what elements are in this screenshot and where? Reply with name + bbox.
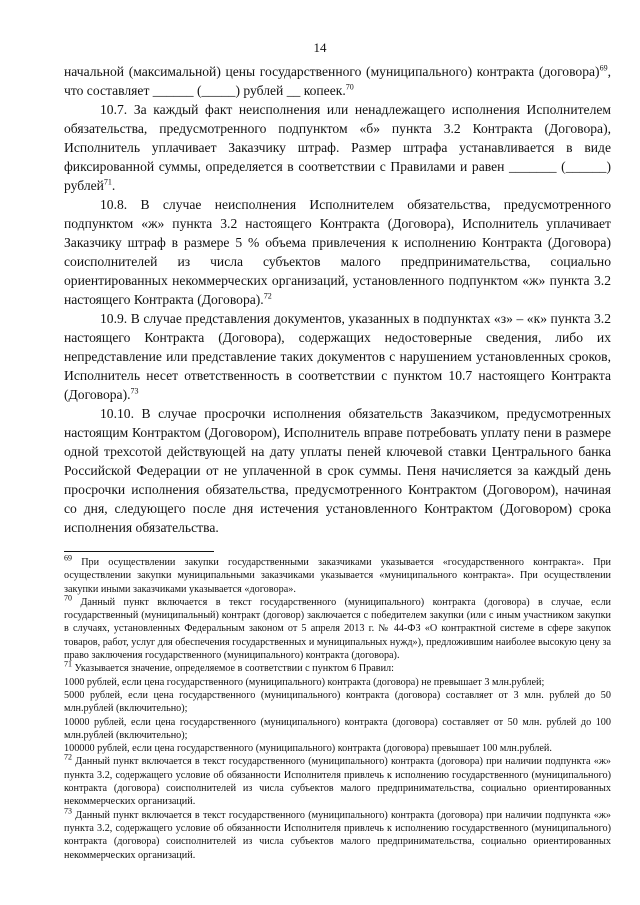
text-run: 5000 рублей, если цена государственного (муниципального) контракта (договора) составляет от 3 млн. рублей до 50 млн.рублей (включительно); bbox=[64, 689, 611, 715]
text-run: Данный пункт включается в текст государственного (муниципального) контракта (договора) при наличии подпункта «ж» пункта 3.2, содержащего условие об обязанности Исполнителя привлечь к исполнению государственного (муниципального) контракта (договора) соисполнителей из числа субъектов малого предпринимательства, социально ориентированных некоммерческих организаций. bbox=[64, 756, 611, 808]
text-run: 100000 рублей, если цена государственного (муниципального) контракта (договора) превышает 100 млн.рублей. bbox=[64, 743, 552, 755]
footnotes-section bbox=[64, 553, 611, 862]
footnote-reference: 69 bbox=[64, 553, 72, 563]
footnote-reference: 73 bbox=[64, 806, 72, 816]
footnote bbox=[64, 716, 611, 743]
paragraph bbox=[64, 309, 611, 404]
text-run: 10.8. В случае неисполнения Исполнителем обязательства, предусмотренного подпунктом «ж» пункта 3.2 настоящего Контракта (Договора), Исполнитель уплачивает Заказчику штраф в размере 5 % объема привлечения к исполнению Контракта (Договора) соисполнителей из числа субъектов малого предпринимательства, социально ориентированных некоммерческих организаций, установленного подпунктом «ж» пункта 3.2 настоящего Контракта (Договора). bbox=[64, 197, 611, 307]
text-run: Указывается значение, определяемое в соответствии с пунктом 6 Правил: bbox=[72, 663, 394, 675]
page-number: 14 bbox=[313, 40, 327, 55]
text-run: . bbox=[111, 178, 116, 193]
footnote-reference: 73 bbox=[130, 386, 139, 396]
footnote bbox=[64, 593, 611, 662]
footnote-reference: 72 bbox=[64, 753, 72, 763]
footnote bbox=[64, 755, 611, 808]
body-text bbox=[64, 62, 611, 537]
footnote bbox=[64, 553, 611, 596]
footnote-separator bbox=[64, 551, 214, 552]
footnote-reference: 70 bbox=[345, 82, 354, 92]
footnote-reference: 70 bbox=[64, 593, 72, 603]
text-run: 10.10. В случае просрочки исполнения обязательств Заказчиком, предусмотренных настоящим Контрактом (Договором), Исполнитель вправе потребовать уплату пени в размере одной трехсотой действующей на дату уплаты пеней ключевой ставки Центрального банка Российской Федерации от не уплаченной в срок суммы. Пеня начисляется за каждый день просрочки исполнения обязательства, предусмотренного Контрактом (Договором), начиная со дня, следующего после дня истечения установленного Контрактом (Договором) срока исполнения обязательства. bbox=[64, 406, 611, 535]
text-run: Данный пункт включается в текст государственного (муниципального) контракта (договора) в случае, если государственный (муниципальный) контракт (договор) заключается с победителем закупки (или с иным участником закупки в случаях, установленных Федеральным законом от 5 апреля 2013 г. № 44-ФЗ «О контрактной системе в сфере закупок товаров, работ, услуг для обеспечения государственных и муниципальных нужд»), предложившим наиболее высокую цену за право заключения государственного (муниципального) контракта (договора). bbox=[64, 596, 611, 662]
text-run: Данный пункт включается в текст государственного (муниципального) контракта (договора) при наличии подпункта «ж» пункта 3.2, содержащего условие об обязанности Исполнителя привлечь к исполнению государственного (муниципального) контракта (договора) соисполнителей из числа субъектов малого предпринимательства, социально ориентированных некоммерческих организаций. bbox=[64, 809, 611, 861]
footnote-reference: 71 bbox=[64, 659, 72, 669]
text-run: 10000 рублей, если цена государственного (муниципального) контракта (договора) составляет от 50 млн. рублей до 100 млн.рублей (включительно); bbox=[64, 716, 611, 741]
text-run: 10.7. За каждый факт неисполнения или ненадлежащего исполнения Исполнителем обязательства, предусмотренного подпунктом «б» пункта 3.2 Контракта (Договора), Исполнитель уплачивает Заказчику штраф. Размер штрафа устанавливается в виде фиксированной суммы, определяется в соответствии с Правилами и равен _______ (______) рублей bbox=[64, 102, 611, 193]
footnote bbox=[64, 742, 611, 755]
text-run: 10.9. В случае представления документов, указанных в подпунктах «з» – «к» пункта 3.2 настоящего Контракта (Договора), содержащих недостоверные сведения, либо их непредставление или представление таких документов с нарушением установленных сроков, Исполнитель несет ответственность в соответствии с пунктом 10.7 настоящего Контракта (Договора). bbox=[64, 311, 611, 402]
footnote bbox=[64, 676, 611, 689]
text-run: начальной (максимальной) цены государственного (муниципального) контракта (договора) bbox=[64, 64, 600, 79]
footnote-reference: 71 bbox=[103, 177, 112, 187]
footnote bbox=[64, 689, 611, 716]
paragraph bbox=[64, 100, 611, 195]
text-run: При осуществлении закупки государственными заказчиками указывается «государственного контракта». При осуществлении закупки муниципальными заказчиками указывается «муниципального контракта». При осуществлении закупки иными заказчиками указывается «договора». bbox=[64, 557, 611, 595]
footnote-reference: 69 bbox=[599, 63, 608, 73]
footnote bbox=[64, 806, 611, 862]
footnote-reference: 72 bbox=[263, 291, 272, 301]
text-run: 1000 рублей, если цена государственного (муниципального) контракта (договора) не превышает 3 млн.рублей; bbox=[64, 676, 545, 688]
footnote bbox=[64, 659, 611, 675]
paragraph bbox=[64, 404, 611, 537]
paragraph bbox=[64, 62, 611, 100]
text-run: , что составляет ______ (_____) рублей __ копеек. bbox=[64, 64, 611, 98]
paragraph bbox=[64, 195, 611, 309]
